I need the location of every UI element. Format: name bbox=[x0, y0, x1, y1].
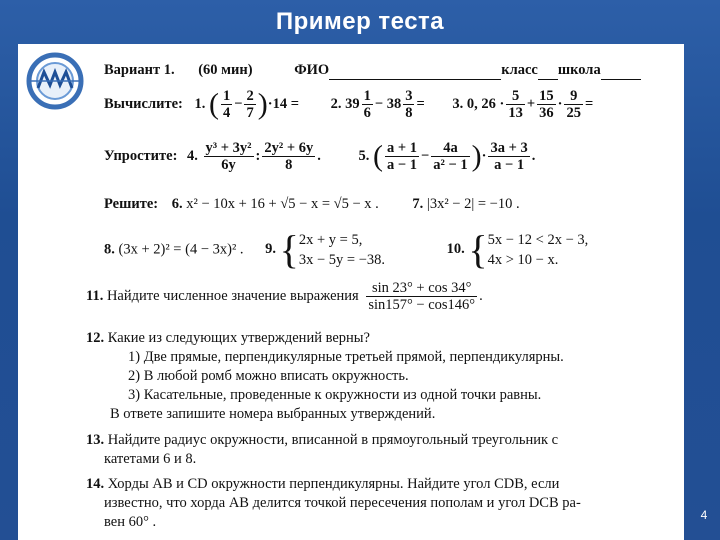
compute-label: Вычислите: bbox=[104, 95, 183, 112]
task-2-lead: 39 bbox=[345, 95, 360, 112]
task-4-frac-a: $\frac{\text{y³ + 3y²}}{6y}$ bbox=[205, 140, 252, 173]
simplify-row bbox=[104, 140, 535, 173]
left-brace: { bbox=[468, 227, 488, 272]
solve-row bbox=[104, 196, 520, 213]
task-5-frac-a: $\frac{a + 1}{a - 1}$ bbox=[386, 140, 417, 173]
task-3-lead: 0, 26 · bbox=[466, 95, 505, 112]
page-number: 4 bbox=[700, 508, 708, 522]
task-10-system: 5x − 12 < 2x − 3, 4x > 10 − x. bbox=[487, 232, 589, 268]
task-8-expression: (3x + 2)² = (4 − 3x)² . bbox=[118, 241, 244, 258]
task-4-end: . bbox=[317, 147, 321, 164]
question-11-fraction: $\frac{\sin 23^\circ + \cos 34^\circ}{\sin 157^\circ - \cos 146^\circ}$ bbox=[368, 280, 476, 313]
task-3-frac-c: $\frac{9}{25}$ bbox=[566, 88, 581, 121]
task-5-minus: − bbox=[421, 147, 430, 164]
task-1-frac-a: $\frac{1}{4}$ bbox=[222, 88, 231, 121]
fio-label: ФИО bbox=[294, 62, 330, 78]
task-3-frac-a: $\frac{5}{13}$ bbox=[508, 88, 523, 121]
question-14-line-3: вен 60° . bbox=[104, 514, 157, 530]
task-3-frac-b: $\frac{15}{36}$ bbox=[539, 88, 554, 121]
question-11-end: . bbox=[479, 287, 483, 304]
question-13-line-2: катетами 6 и 8. bbox=[104, 451, 197, 467]
question-11 bbox=[86, 280, 483, 313]
task-5-frac-c: $\frac{3a + 3}{a - 1}$ bbox=[490, 140, 528, 173]
question-12 bbox=[86, 330, 370, 347]
logo-icon bbox=[24, 52, 86, 110]
question-13-number: 13. bbox=[86, 432, 105, 448]
task-2-frac-b: $\frac{3}{8}$ bbox=[405, 88, 413, 121]
task-4-number: 4. bbox=[187, 147, 198, 164]
solve-label: Решите: bbox=[104, 196, 159, 212]
task-4-div: : bbox=[255, 147, 261, 164]
task-6-expression: x² − 10x + 16 + √5 − x = √5 − x . bbox=[186, 196, 379, 212]
task-6-number: 6. bbox=[171, 196, 183, 212]
task-2-eq: = bbox=[416, 95, 425, 112]
task-9-system: 2x + y = 5, 3x − 5y = −38. bbox=[298, 232, 386, 268]
task-3-number: 3. bbox=[452, 95, 464, 112]
question-13-line-1: Найдите радиус окружности, вписанной в прямоугольный треугольник с bbox=[107, 432, 559, 448]
task-7-expression: |3x² − 2| = −10 . bbox=[426, 196, 520, 212]
task-8-number: 8. bbox=[104, 241, 115, 258]
task-5-number: 5. bbox=[358, 147, 370, 164]
left-brace: { bbox=[279, 227, 299, 272]
task-1-tail: ·14 = bbox=[267, 95, 299, 112]
task-3-dot: · bbox=[557, 95, 563, 112]
simplify-label: Упростите: bbox=[104, 147, 178, 164]
task-1-frac-b: $\frac{2}{7}$ bbox=[246, 88, 254, 121]
task-2-number: 2. bbox=[330, 95, 342, 112]
open-paren: ( bbox=[372, 139, 383, 173]
question-12-number: 12. bbox=[86, 330, 105, 346]
header-line bbox=[104, 62, 641, 80]
tasks-8-10-row bbox=[104, 227, 589, 272]
task-7-number: 7. bbox=[412, 196, 424, 212]
task-1-number: 1. bbox=[194, 95, 206, 112]
klass-blank bbox=[538, 62, 558, 80]
question-12-text: Какие из следующих утверждений верны? bbox=[107, 330, 370, 346]
question-14-line-2: известно, что хорда AB делится точкой пересечения пополам и угол DCB ра- bbox=[104, 495, 581, 511]
question-12-item: 2) В любой ромб можно вписать окружность. bbox=[128, 368, 409, 384]
klass-label: класс bbox=[501, 62, 538, 78]
question-11-number: 11. bbox=[86, 287, 104, 304]
question-12-item: 1) Две прямые, перпендикулярные третьей прямой, перпендикулярны. bbox=[128, 349, 564, 365]
question-14 bbox=[86, 476, 559, 493]
school-label: школа bbox=[557, 62, 601, 78]
task-3-eq: = bbox=[584, 95, 594, 112]
variant-label: Вариант 1. bbox=[104, 62, 175, 78]
compute-row bbox=[104, 88, 593, 121]
task-2-frac-a: $\frac{1}{6}$ bbox=[363, 88, 371, 121]
question-13 bbox=[86, 432, 558, 449]
open-paren: ( bbox=[208, 87, 219, 121]
task-5-frac-b: $\frac{4a}{\text{a² − 1}}$ bbox=[433, 140, 468, 173]
close-paren: ) bbox=[257, 87, 268, 121]
task-1-minus: − bbox=[234, 95, 243, 112]
school-blank bbox=[601, 62, 641, 80]
task-2-op: − 38 bbox=[374, 95, 402, 112]
task-5-end: . bbox=[531, 147, 536, 164]
task-3-plus: + bbox=[526, 95, 536, 112]
task-5-dot: · bbox=[481, 147, 487, 164]
close-paren: ) bbox=[471, 139, 482, 173]
question-11-text: Найдите численное значение выражения bbox=[106, 287, 359, 304]
time-label: (60 мин) bbox=[198, 62, 253, 78]
task-4-frac-b: $\frac{\text{2y² + 6y}}{8}$ bbox=[264, 140, 314, 173]
task-10-number: 10. bbox=[446, 241, 465, 258]
question-14-line-1: Хорды AB и CD окружности перпендикулярны. Найдите угол CDB, если bbox=[107, 476, 560, 492]
test-sheet bbox=[18, 44, 684, 540]
question-12-answer-note: В ответе запишите номера выбранных утверждений. bbox=[110, 406, 436, 422]
task-9-number: 9. bbox=[265, 241, 277, 258]
slide-title: Пример теста bbox=[275, 8, 445, 35]
question-14-number: 14. bbox=[86, 476, 105, 492]
fio-blank bbox=[329, 62, 501, 80]
question-12-item: 3) Касательные, проведенные к окружности из одной точки равны. bbox=[128, 387, 542, 403]
